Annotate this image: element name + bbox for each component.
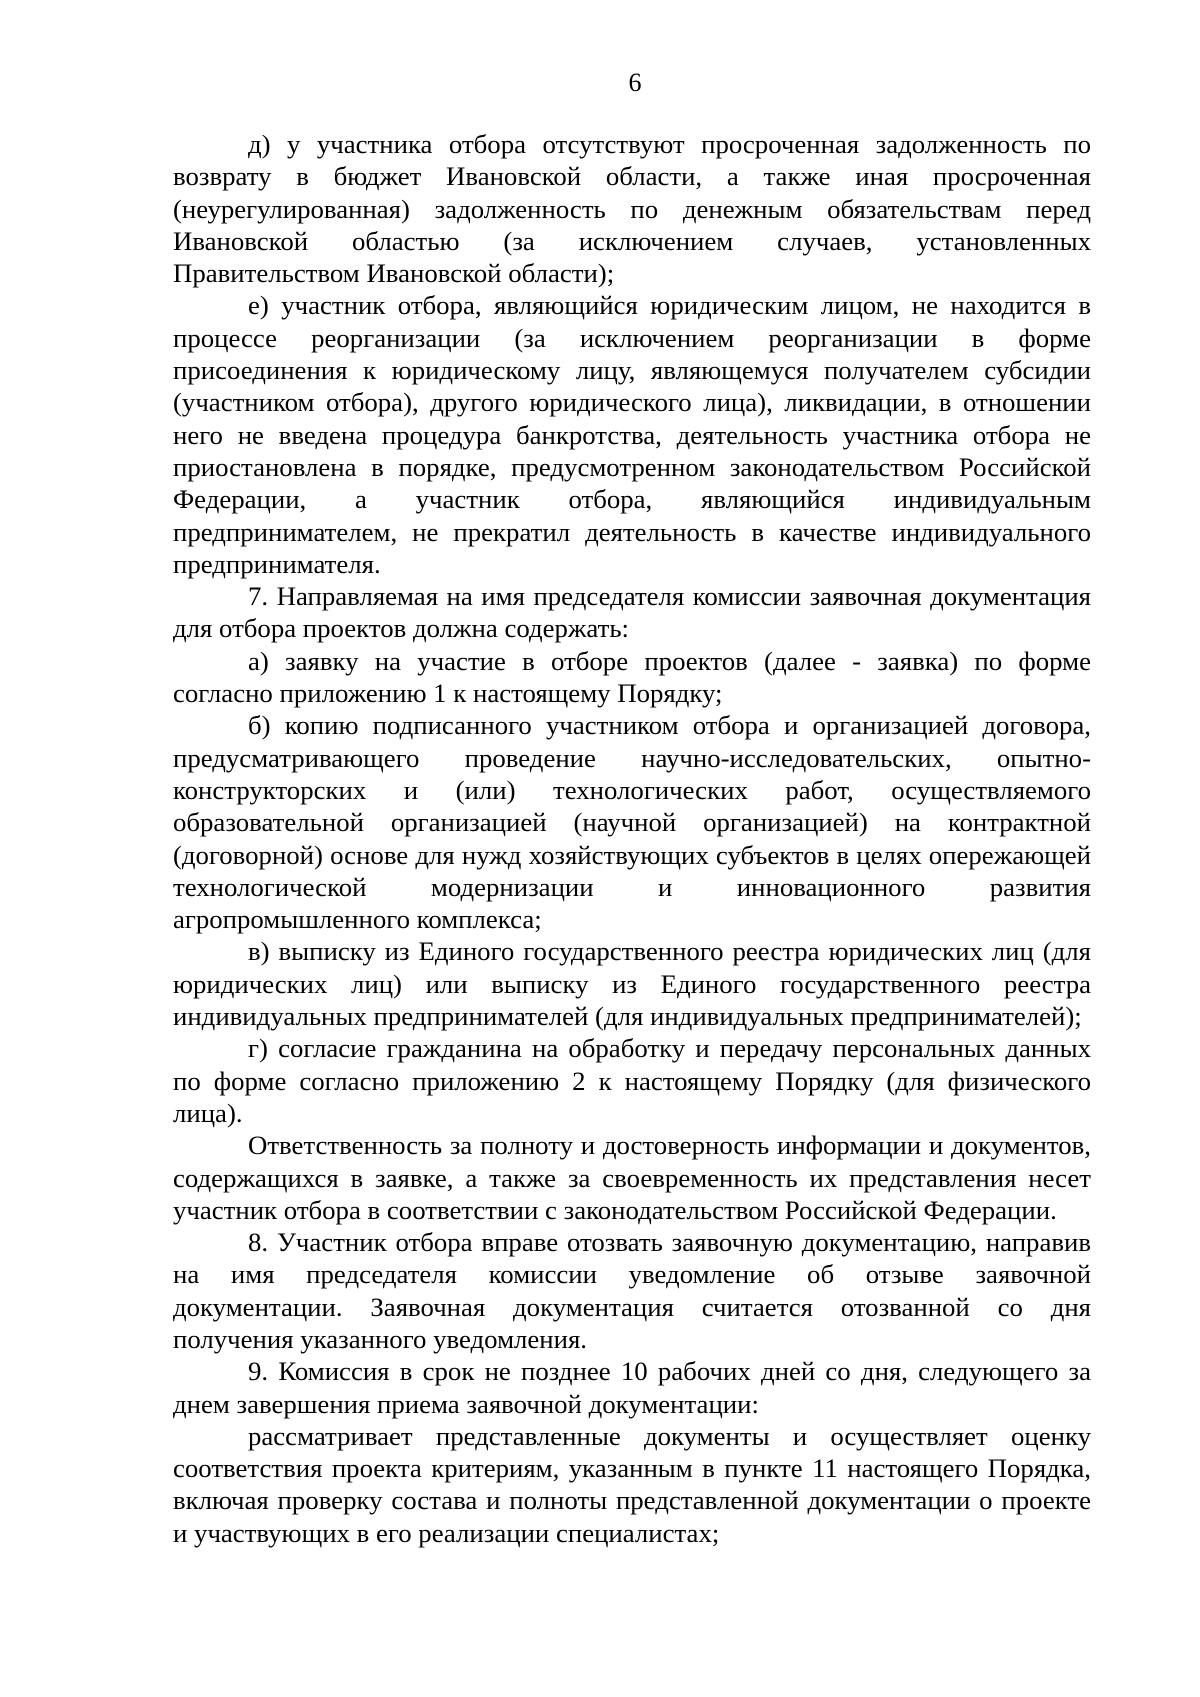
paragraph-7v-registry-extract: в) выписку из Единого государственного реестра юридических лиц (для юридических лиц) или выписку из Единого государственного реестра индивидуальных предпринимателей (для индивидуальных предпринимателей); (173, 936, 1091, 1032)
document-body (173, 128, 1091, 1549)
paragraph-7g-personal-data-consent: г) согласие гражданина на обработку и передачу персональных данных по форме согласно приложению 2 к настоящему Порядку (для физического лица). (173, 1033, 1091, 1128)
paragraph-9-commission-review: 9. Комиссия в срок не позднее 10 рабочих дней со дня, следующего за днем завершения приема заявочной документации: (173, 1356, 1091, 1419)
paragraph-d-no-overdue-debt: д) у участника отбора отсутствуют просроченная задолженность по возврату в бюджет Ивановской области, а также иная просроченная (неурегулированная) задолженность по денежным обязательствам перед Ивановской областью (за исключением случаев, установленных Правительством Ивановской области); (173, 129, 1091, 289)
page-number: 6 (628, 68, 642, 97)
paragraph-e-no-reorganization: е) участник отбора, являющийся юридическим лицом, не находится в процессе реорганизации (за исключением реорганизации в форме присоединения к юридическому лицу, являющемуся получателем субсидии (участником отбора), другого юридического лица), ликвидации, в отношении него не введена процедура банкротства, деятельность участника отбора не приостановлена в порядке, предусмотренном законодательством Российской Федерации, а участник отбора, являющийся индивидуальным предпринимателем, не прекратил деятельность в качестве индивидуального предпринимателя. (173, 290, 1091, 579)
paragraph-7b-contract-copy: б) копию подписанного участником отбора и организацией договора, предусматривающего проведение научно-исследовательских, опытно-конструкторских и (или) технологических работ, осуществляемого образовательной организацией (научной организацией) на контрактной (договорной) основе для нужд хозяйствующих субъектов в целях опережающей технологической модернизации и инновационного развития агропромышленного комплекса; (173, 710, 1091, 935)
paragraph-7a-application: а) заявку на участие в отборе проектов (далее - заявка) по форме согласно приложению 1 к настоящему Порядку; (173, 645, 1091, 709)
paragraph-9-assessment: рассматривает представленные документы и осуществляет оценку соответствия проекта критериям, указанным в пункте 11 настоящего Порядка, включая проверку состава и полноты представленной документации о проекте и участвующих в его реализации специалистах; (173, 1420, 1091, 1548)
paragraph-responsibility: Ответственность за полноту и достоверность информации и документов, содержащихся в заявке, а также за своевременность их представления несет участник отбора в соответствии с законодательством Российской Федерации. (173, 1130, 1091, 1225)
paragraph-7-application-contents: 7. Направляемая на имя председателя комиссии заявочная документация для отбора проектов должна содержать: (173, 581, 1091, 644)
paragraph-8-withdrawal: 8. Участник отбора вправе отозвать заявочную документацию, направив на имя председателя комиссии уведомление об отзыве заявочной документации. Заявочная документация считается отозванной со дня получения указанного уведомления. (173, 1227, 1091, 1354)
